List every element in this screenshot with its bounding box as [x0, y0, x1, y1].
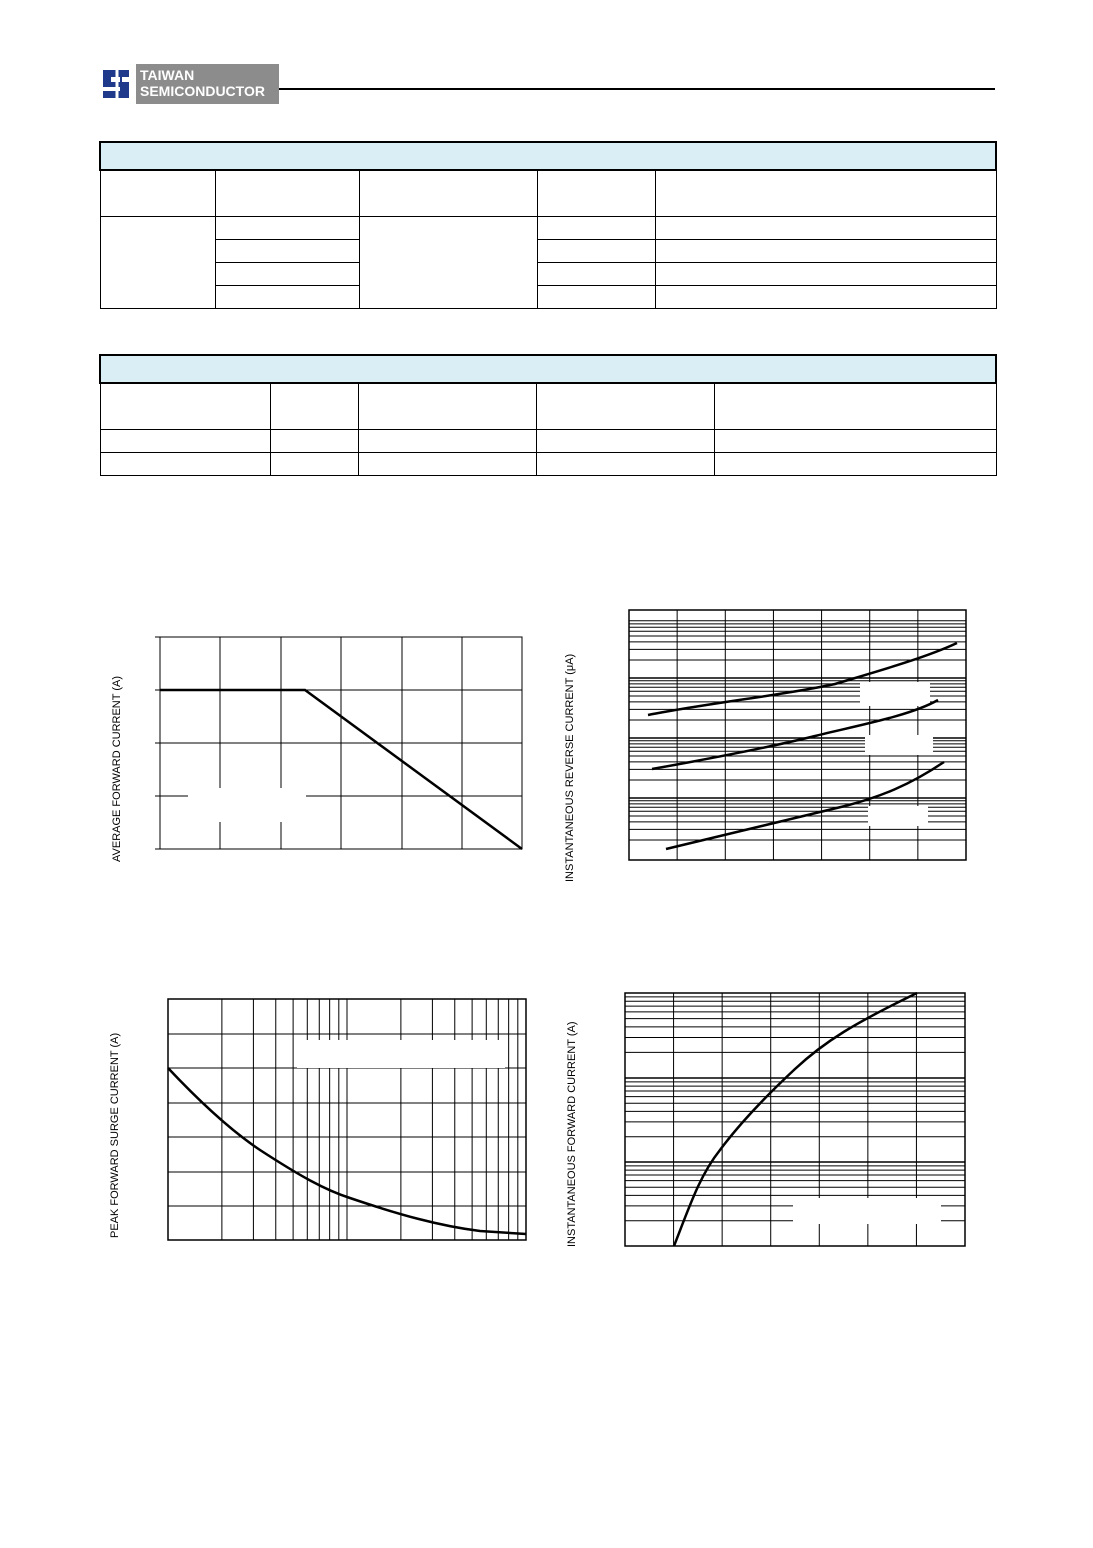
- logo-wordmark: [136, 64, 279, 104]
- table-header-row: [100, 383, 996, 430]
- table-cell: [215, 217, 359, 240]
- table-row: [100, 430, 996, 453]
- table-cell: [358, 383, 536, 430]
- fig1-legend-box: [188, 788, 306, 822]
- table-cell: [714, 383, 996, 430]
- example-table: [99, 354, 997, 476]
- table-cell: [714, 430, 996, 453]
- table-cell: [358, 453, 536, 476]
- table-cell: [655, 263, 996, 286]
- fig2-y-axis-label: INSTANTANEOUS REVERSE CURRENT (μA): [564, 653, 576, 882]
- logo-line-1: TAIWAN: [140, 67, 195, 83]
- fig2-curve-mid-temp: [652, 700, 938, 769]
- table-cell: [537, 217, 655, 240]
- table-cell: [215, 263, 359, 286]
- table-title-row: [100, 355, 996, 383]
- table-cell: [536, 383, 714, 430]
- logo-mark-icon: [99, 64, 136, 104]
- table-cell: [536, 430, 714, 453]
- table-cell: [359, 170, 537, 217]
- table-cell: [655, 240, 996, 263]
- fig3-y-axis-label: PEAK FORWARD SURGE CURRENT (A): [109, 1032, 121, 1238]
- table-cell: [537, 170, 655, 217]
- table-cell: [714, 453, 996, 476]
- table-cell: [655, 286, 996, 309]
- fig1-y-axis-label: AVERAGE FORWARD CURRENT (A): [111, 676, 123, 862]
- table-cell: [270, 430, 358, 453]
- fig2-curve-low-temp: [666, 762, 944, 849]
- table-cell: [655, 170, 996, 217]
- table-title-row: [100, 142, 996, 170]
- table-row: [100, 453, 996, 476]
- logo-line-2: SEMICONDUCTOR: [140, 83, 265, 99]
- table-cell: [270, 383, 358, 430]
- table-row: [100, 240, 996, 263]
- table-cell: [215, 170, 359, 217]
- table-cell: [100, 430, 270, 453]
- table-cell: [537, 263, 655, 286]
- fig4-y-axis-label: INSTANTANEOUS FORWARD CURRENT (A): [566, 1021, 578, 1247]
- fig4-legend-box: [793, 1198, 941, 1224]
- table-cell: [537, 286, 655, 309]
- forward-current-derating-chart: [100, 620, 540, 880]
- table-cell: [100, 170, 215, 217]
- table-cell: [655, 217, 996, 240]
- table-cell: [100, 217, 215, 309]
- table-cell: [537, 240, 655, 263]
- table-cell: [358, 430, 536, 453]
- header-rule: [279, 88, 995, 90]
- table-cell: [270, 453, 358, 476]
- table-row: [100, 286, 996, 309]
- company-logo: [99, 64, 279, 104]
- table-cell: [536, 453, 714, 476]
- fig2-label-box-1: [860, 682, 930, 706]
- table-row: [100, 263, 996, 286]
- table-cell: [100, 453, 270, 476]
- forward-characteristics-chart: [555, 985, 975, 1255]
- table-cell: [359, 217, 537, 309]
- fig2-label-box-3: [868, 806, 928, 826]
- reverse-characteristics-chart: [555, 600, 975, 890]
- table-header-row: [100, 170, 996, 217]
- table-cell: [100, 383, 270, 430]
- fig2-label-box-2: [865, 735, 933, 755]
- surge-current-chart: [100, 990, 540, 1250]
- ordering-info-table: [99, 141, 997, 309]
- table-row: [100, 217, 996, 240]
- fig3-legend-box: [297, 1040, 505, 1068]
- table-cell: [215, 240, 359, 263]
- table-cell: [215, 286, 359, 309]
